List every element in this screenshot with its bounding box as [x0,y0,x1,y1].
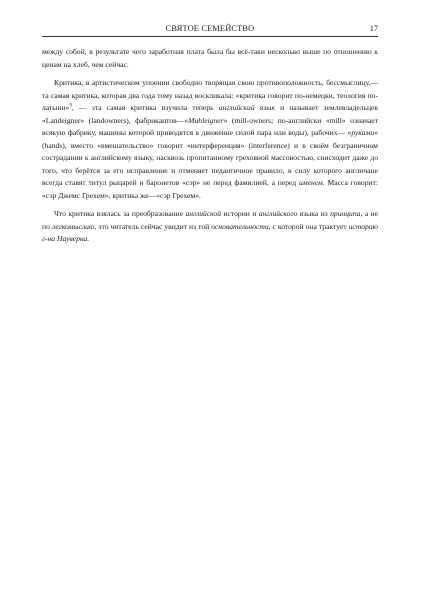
emphasis: английской [185,209,222,218]
text-run: » (hands), вместо «вмешательство» говорит «интерференция» (interference) и в своём безграничном сострадании к английскому языку, насквозь пропитанному греховной массовостью, снисходит даже до того, что берётся за его исправление и отменяет педантичное правило, в силу которого англичане всегда ставят титул рыцарей и баронетов «сэр» не перед фамилией, а перед [42,128,378,187]
running-title: СВЯТОЕ СЕМЕЙСТВО [165,24,255,33]
running-header [42,24,378,37]
emphasis: английский язык [218,103,275,112]
emphasis: руками [351,128,375,137]
text-run: » (mill-owners; по-английски «mill» означает всякую фабрику, машины которой приводятся в движение силой пара или воды), рабочих— « [42,115,378,137]
text-run: Критика, в артистическом упоении свободно творящая свою противоположность, бессмыслицу,—та самая критика, которая два года тому назад воскликала: «критика говорит по-немецки, теология по-латыни» [42,78,378,112]
emphasis: легкомыслию [51,221,95,231]
footnote-ref: 9 [69,103,72,109]
emphasis: английского [258,209,298,218]
text-run: Что критика взялась за преобразование [54,209,186,218]
text-run: , это читатель сейчас увидит из той [94,221,212,231]
emphasis: именем [298,178,323,187]
paragraph [42,46,378,71]
emphasis: основательности [211,221,269,231]
paragraph [42,77,378,202]
text-run: , с которой она трактует [268,221,349,231]
text-run: и называет землевладельцев «Landeigner» (landowners), фабрикантов—« [42,103,379,125]
page-number: 17 [369,24,378,33]
text-run: . [87,234,90,243]
text-run: , — эта самая критика изучила теперь [71,103,219,112]
emphasis: Muhleigner [188,115,224,125]
emphasis: принципа [330,209,361,218]
text-run: . Масса говорит: «сэр Джемс Грехем», критика же—«сэр Грехем». [42,178,378,200]
page-body [42,46,378,252]
text-run: между собой, в результате чего заработная плата была бы всё-таки несколько выше по отношению к ценам на хлеб, чем сейчас. [42,47,378,69]
text-run: , а не по [42,209,378,231]
emphasis: историю г-на Науверка [42,221,379,243]
text-run: языка из [297,209,331,218]
text-run: истории и [221,209,259,218]
paragraph [42,208,378,246]
